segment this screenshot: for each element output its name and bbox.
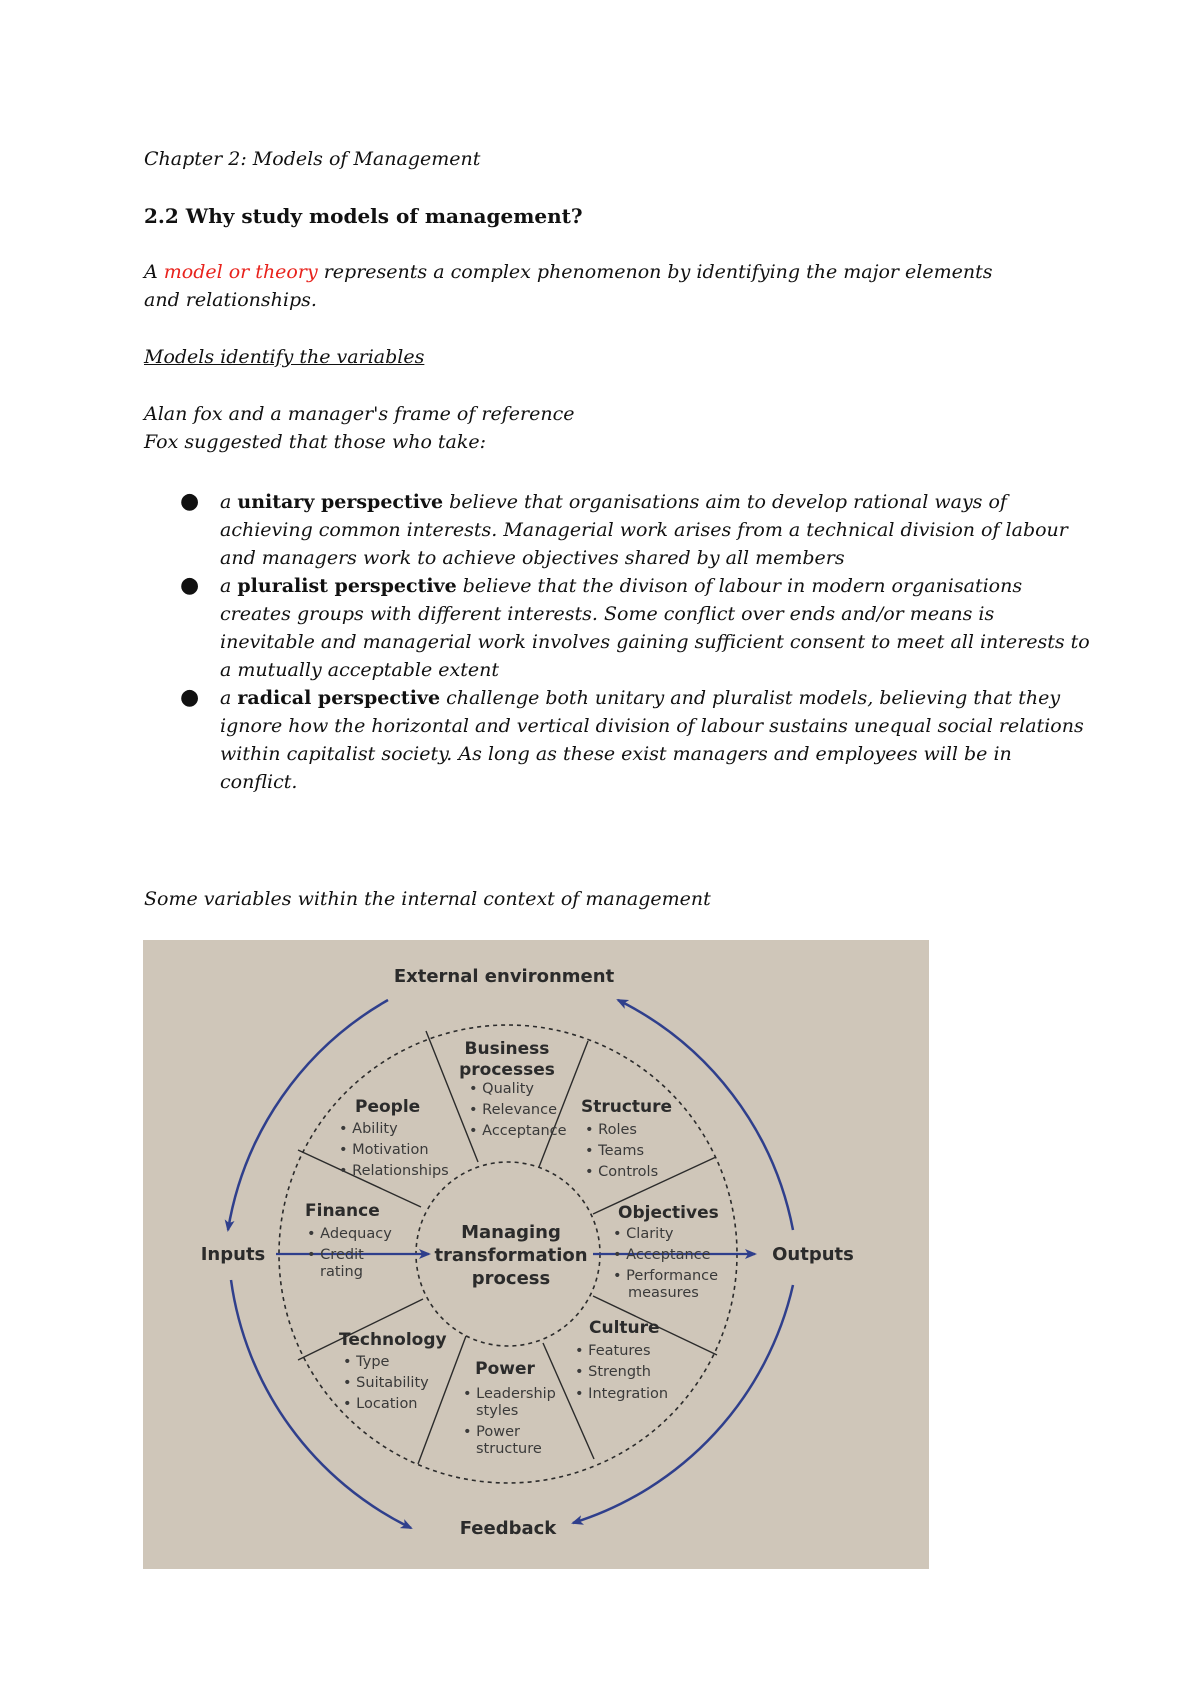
- bullet-term: radical perspective: [237, 687, 441, 709]
- chapter-title: Chapter 2: Models of Management: [144, 148, 481, 170]
- svg-text:• Performance: • Performance: [613, 1268, 719, 1284]
- diagram-svg: [143, 940, 929, 1569]
- management-diagram: [143, 940, 929, 1569]
- svg-text:structure: structure: [476, 1441, 542, 1457]
- fox-title: Alan fox and a manager's frame of reference: [144, 403, 575, 425]
- svg-text:• Integration: • Integration: [575, 1386, 669, 1402]
- bullet-prefix: a: [220, 491, 238, 513]
- svg-text:• Location: • Location: [343, 1396, 418, 1412]
- svg-text:Culture: Culture: [589, 1318, 660, 1338]
- svg-text:Business: Business: [464, 1039, 550, 1059]
- external-environment-label: External environment: [393, 966, 615, 987]
- bullet-text: believe that organisations aim to develop rational ways of achieving common interests. Managerial work arises from a technical division of labour and managers work to achieve objectives shared by all members: [220, 491, 1068, 569]
- intro-line-2: and relationships.: [144, 289, 317, 311]
- svg-text:transformation: transformation: [434, 1245, 588, 1266]
- svg-text:• Acceptance: • Acceptance: [469, 1123, 567, 1139]
- svg-text:• Acceptance: • Acceptance: [613, 1247, 711, 1263]
- perspectives-list: [144, 488, 1094, 796]
- svg-text:Managing: Managing: [461, 1222, 561, 1243]
- svg-text:styles: styles: [476, 1403, 519, 1419]
- subheading-variables: Models identify the variables: [144, 346, 425, 368]
- svg-text:• Relevance: • Relevance: [469, 1102, 558, 1118]
- section-heading: 2.2 Why study models of management?: [144, 204, 583, 228]
- figure-caption: Some variables within the internal context of management: [144, 888, 711, 910]
- bullet-icon: ●: [180, 573, 200, 598]
- svg-text:Technology: Technology: [339, 1330, 447, 1350]
- svg-text:People: People: [355, 1097, 421, 1117]
- model-or-theory-highlight: model or theory: [163, 261, 318, 283]
- svg-text:• Adequacy: • Adequacy: [307, 1226, 392, 1242]
- svg-text:rating: rating: [320, 1264, 363, 1280]
- list-item-unitary: [144, 488, 1094, 572]
- fox-intro: Fox suggested that those who take:: [144, 431, 487, 453]
- bullet-icon: ●: [180, 685, 200, 710]
- bullet-prefix: a: [220, 575, 238, 597]
- intro-prefix: A: [144, 261, 164, 283]
- list-item-radical: [144, 684, 1094, 796]
- bullet-text: believe that the divison of labour in modern organisations creates groups with different interests. Some conflict over ends and/or means is inevitable and managerial work involves gaining sufficient consent to meet all interests to a mutually acceptable extent: [220, 575, 1090, 681]
- svg-text:• Power: • Power: [463, 1424, 521, 1440]
- bullet-term: unitary perspective: [237, 491, 444, 513]
- svg-text:• Type: • Type: [343, 1354, 390, 1370]
- svg-text:• Motivation: • Motivation: [339, 1142, 429, 1158]
- intro-line-1: [144, 258, 992, 286]
- svg-text:• Credit: • Credit: [307, 1247, 364, 1263]
- intro-rest: represents a complex phenomenon by identifying the major elements: [317, 261, 993, 283]
- svg-text:• Roles: • Roles: [585, 1122, 637, 1138]
- feedback-label: Feedback: [459, 1518, 557, 1539]
- outputs-label: Outputs: [772, 1244, 854, 1265]
- bullet-icon: ●: [180, 489, 200, 514]
- svg-text:process: process: [471, 1268, 551, 1289]
- svg-text:measures: measures: [628, 1285, 699, 1301]
- svg-text:• Leadership: • Leadership: [463, 1386, 556, 1402]
- svg-text:• Clarity: • Clarity: [613, 1226, 674, 1242]
- bullet-text: challenge both unitary and pluralist models, believing that they ignore how the horizontal and vertical division of labour sustains unequal social relations within capitalist society. As long as these exist managers and employees will be in conflict.: [220, 687, 1084, 793]
- svg-text:processes: processes: [459, 1060, 555, 1080]
- svg-text:• Teams: • Teams: [585, 1143, 645, 1159]
- bullet-prefix: a: [220, 687, 238, 709]
- svg-text:Finance: Finance: [305, 1201, 380, 1221]
- svg-text:• Quality: • Quality: [469, 1081, 534, 1097]
- svg-text:• Ability: • Ability: [339, 1121, 398, 1137]
- svg-text:• Features: • Features: [575, 1343, 651, 1359]
- svg-text:Structure: Structure: [581, 1097, 673, 1117]
- svg-text:• Suitability: • Suitability: [343, 1375, 429, 1391]
- svg-text:• Controls: • Controls: [585, 1164, 659, 1180]
- inputs-label: Inputs: [200, 1244, 266, 1265]
- svg-text:Power: Power: [475, 1359, 535, 1379]
- list-item-pluralist: [144, 572, 1094, 684]
- bullet-term: pluralist perspective: [237, 575, 457, 597]
- svg-text:• Relationships: • Relationships: [339, 1163, 449, 1179]
- svg-text:Objectives: Objectives: [618, 1203, 719, 1223]
- svg-text:• Strength: • Strength: [575, 1364, 651, 1380]
